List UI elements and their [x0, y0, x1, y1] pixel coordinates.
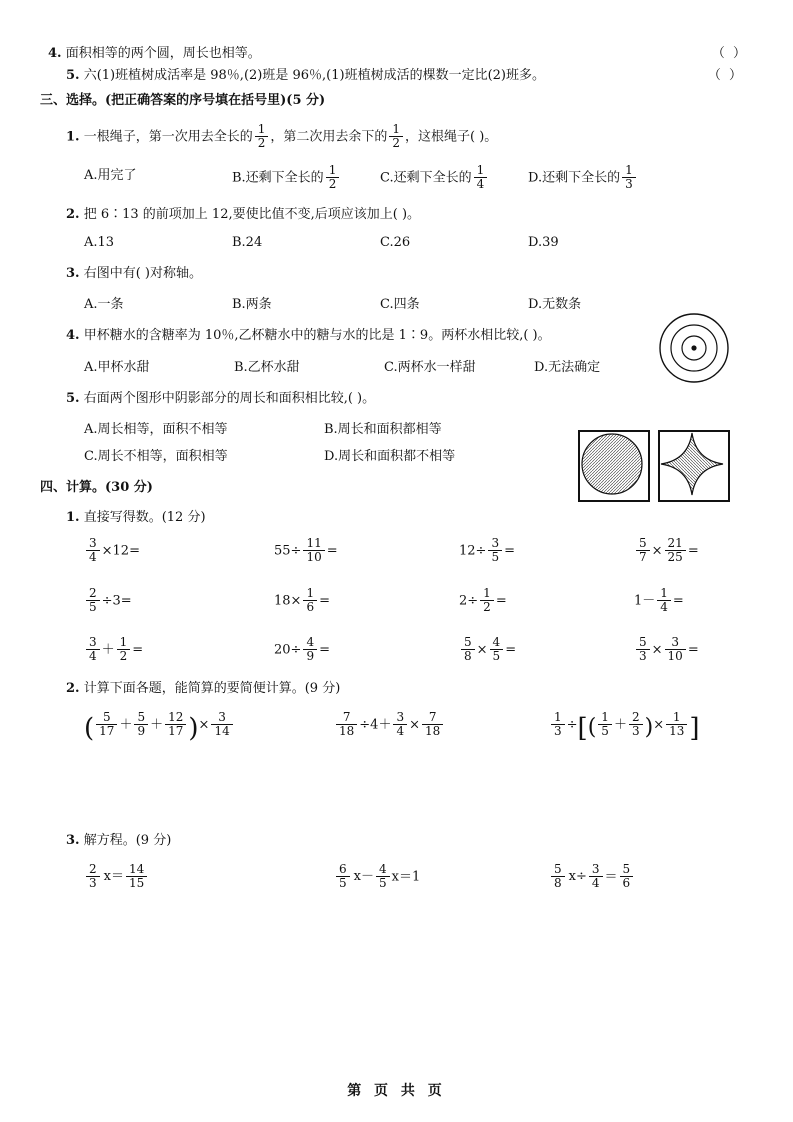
calc-item[interactable]: 55÷ $\frac{11}{10}$ = [274, 536, 338, 565]
equation-3[interactable]: $\frac{5}{8}$ x÷ $\frac{3}{4}$ ＝ $\frac{5}{6}$ [549, 863, 748, 890]
choice-q2 [48, 205, 748, 225]
judge-q4-number: 4. [48, 46, 62, 61]
choice-q5-option-d[interactable]: D.周长和面积都不相等 [324, 449, 456, 465]
choice-q1-option-b[interactable]: B.还剩下全长的 $\frac{1}{2}$ [232, 164, 380, 191]
calc-sub3-label: 解方程。(9 分) [83, 833, 172, 849]
choice-q4-number: 4. [66, 328, 80, 344]
circle-in-square-figure [578, 430, 650, 502]
calc-expression-1[interactable]: ( $\frac{5}{17}$ ＋ $\frac{5}{9}$ ＋ $\frac{12}{17}$ )× $\frac{3}{14}$ [84, 711, 334, 743]
calc-expression-3[interactable]: $\frac{1}{3}$ ÷[( $\frac{1}{5}$ ＋ $\frac{2}{3}$ )× $\frac{1}{13}$ ] [549, 711, 748, 743]
calc-expression-2[interactable]: $\frac{7}{18}$ ÷4＋ $\frac{3}{4}$ × $\frac{7}{18}$ [334, 711, 549, 743]
choice-q1-stem-a: 一根绳子，第一次用去全长的 [83, 129, 253, 145]
calc-sub2-number: 2. [66, 681, 80, 697]
choice-q5-option-b[interactable]: B.周长和面积都相等 [324, 422, 442, 438]
choice-q5-option-c[interactable]: C.周长不相等，面积相等 [84, 449, 228, 465]
choice-q2-options [48, 235, 748, 250]
fraction-opt-c: $\frac{1}{4}$ [474, 164, 488, 191]
judge-q5 [48, 66, 748, 86]
choice-q2-option-a[interactable]: A.13 [84, 234, 115, 250]
choice-q5-number: 5. [66, 390, 80, 406]
choice-q5-option-a[interactable]: A.周长相等，面积不相等 [84, 422, 228, 438]
choice-q3-number: 3. [66, 265, 80, 281]
concentric-circles-figure [658, 312, 730, 384]
judge-q4-text: 面积相等的两个圆，周长也相等。 [65, 46, 261, 61]
calc-item[interactable]: $\frac{5}{7}$ × $\frac{21}{25}$ = [634, 537, 748, 564]
section-3-heading: 三、选择。(把正确答案的序号填在括号里)(5 分) [40, 93, 326, 108]
choice-q1-options [48, 164, 748, 191]
choice-q4-option-a[interactable]: A.甲杯水甜 [84, 359, 150, 375]
calc-sub2-title [48, 679, 748, 699]
calc-item[interactable]: $\frac{2}{5}$ ÷3= [84, 587, 274, 614]
choice-q4 [48, 326, 748, 346]
choice-q2-stem: 把 6∶13 的前项加上 12,要使比值不变,后项应该加上( )。 [83, 207, 421, 223]
calc-item[interactable]: 18× $\frac{1}{6}$ = [274, 585, 330, 614]
choice-q1-option-a[interactable]: A.用完了 [84, 167, 137, 183]
calc-item[interactable]: $\frac{5}{3}$ × $\frac{3}{10}$ = [634, 636, 748, 663]
choice-q5-stem: 右面两个图形中阴影部分的周长和面积相比较,( )。 [83, 390, 376, 406]
choice-q4-option-b[interactable]: B.乙杯水甜 [234, 359, 300, 375]
choice-q1-stem-b: ，第二次用去余下的 [270, 129, 388, 145]
choice-q3-option-d[interactable]: D.无数条 [528, 297, 582, 313]
calc-sub1-label: 直接写得数。(12 分) [83, 509, 206, 525]
judge-q5-answer-box[interactable]: （ ） [707, 67, 744, 83]
calc-item[interactable]: $\frac{3}{4}$ ×12= [84, 537, 274, 564]
page-content [40, 44, 748, 890]
calc-item[interactable]: $\frac{5}{8}$ × $\frac{4}{5}$ = [459, 636, 634, 663]
shaded-shapes-figures [578, 430, 730, 502]
fraction-1-2-a: $\frac{1}{2}$ [255, 123, 269, 150]
choice-q1-option-d[interactable]: D.还剩下全长的 $\frac{1}{3}$ [528, 164, 676, 191]
choice-q3-stem: 右图中有( )对称轴。 [83, 265, 202, 281]
calc-sub1-title [48, 508, 748, 528]
fraction-1-2-b: $\frac{1}{2}$ [389, 123, 403, 150]
choice-q4-option-d[interactable]: D.无法确定 [534, 359, 601, 375]
choice-q2-option-d[interactable]: D.39 [528, 234, 559, 250]
calc-item[interactable]: $\frac{3}{4}$ ＋ $\frac{1}{2}$ = [84, 636, 274, 663]
equation-1[interactable]: $\frac{2}{3}$ x＝ $\frac{14}{15}$ [84, 863, 334, 890]
choice-q1-stem-c: ，这根绳子( )。 [405, 129, 498, 145]
fraction-opt-d: $\frac{1}{3}$ [622, 164, 636, 191]
equation-2[interactable]: $\frac{6}{5}$ x－ $\frac{4}{5}$ x＝1 [334, 863, 549, 890]
answer-space [48, 753, 748, 831]
calc-item[interactable]: 2÷ $\frac{1}{2}$ = [459, 585, 507, 614]
choice-q1-number: 1. [66, 129, 80, 145]
page-footer: 第 页 共 页 [347, 1083, 446, 1099]
judge-q4 [48, 44, 748, 64]
calc-sub1-number: 1. [66, 509, 80, 525]
choice-q1 [48, 123, 748, 150]
calc-sub1-grid [48, 537, 748, 663]
choice-q4-option-c[interactable]: C.两杯水一样甜 [384, 359, 476, 375]
choice-q3-option-b[interactable]: B.两条 [232, 297, 272, 313]
choice-q2-number: 2. [66, 207, 80, 223]
judge-q4-answer-box[interactable]: （ ） [711, 46, 748, 61]
four-pointed-star-figure [658, 430, 730, 502]
calc-sub3-number: 3. [66, 833, 80, 849]
calc-item[interactable]: 12÷ $\frac{3}{5}$ = [459, 536, 515, 565]
choice-q1-option-c[interactable]: C.还剩下全长的 $\frac{1}{4}$ [380, 164, 528, 191]
judge-q5-number: 5. [66, 67, 80, 83]
calc-sub2-label: 计算下面各题，能简算的要简便计算。(9 分) [83, 681, 341, 697]
choice-q3-option-a[interactable]: A.一条 [84, 297, 124, 313]
calc-sub3-grid [48, 863, 748, 890]
fraction-opt-b: $\frac{1}{2}$ [326, 164, 340, 191]
choice-q3-option-c[interactable]: C.四条 [380, 297, 420, 313]
choice-q4-stem: 甲杯糖水的含糖率为 10％,乙杯糖水中的糖与水的比是 1∶9。两杯水相比较,( )。 [83, 328, 551, 344]
choice-q2-option-b[interactable]: B.24 [232, 234, 263, 250]
calc-sub2-grid [48, 711, 748, 743]
section-4-heading: 四、计算。(30 分) [40, 480, 153, 496]
choice-q5 [48, 389, 748, 409]
choice-q2-option-c[interactable]: C.26 [380, 234, 411, 250]
judge-q5-text: 六(1)班植树成活率是 98％,(2)班是 96％,(1)班植树成活的棵数一定比(2)班多。 [83, 67, 545, 83]
choice-q3 [48, 264, 748, 284]
calc-sub3-title [48, 831, 748, 851]
calc-item[interactable]: 1－ $\frac{1}{4}$ = [634, 585, 684, 614]
choice-q4-options [48, 356, 748, 375]
calc-item[interactable]: 20÷ $\frac{4}{9}$ = [274, 635, 330, 664]
choice-q3-options [48, 293, 748, 312]
